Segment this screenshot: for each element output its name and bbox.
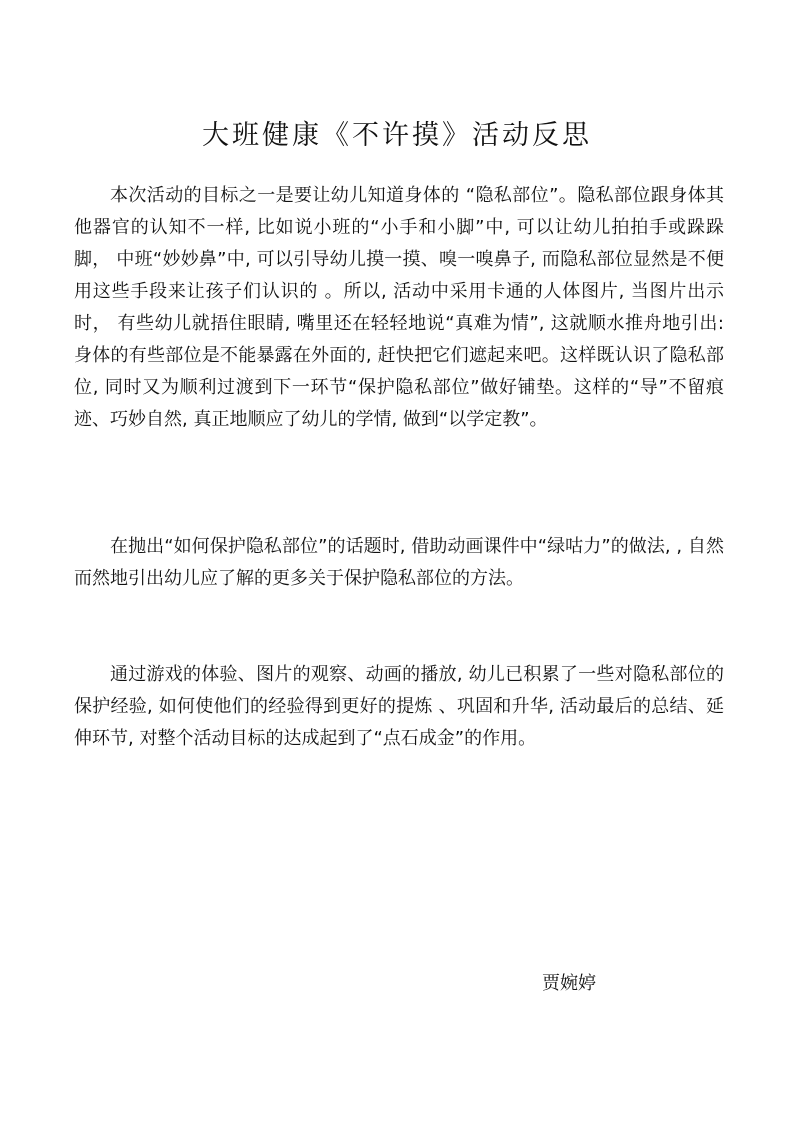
paragraph-2: 在抛出“如何保护隐私部位”的话题时, 借助动画课件中“绿咕力”的做法, , 自然而然地引出幼儿应了解的更多关于保护隐私部位的方法。 xyxy=(74,536,724,589)
author-signature: 贾婉婷 xyxy=(542,973,596,994)
paragraph-1: 本次活动的目标之一是要让幼儿知道身体的 “隐私部位”。隐私部位跟身体其他器官的认知不一样, 比如说小班的“小手和小脚”中, 可以让幼儿拍拍手或跺跺脚， 中班“妙妙鼻”中, 可以引导幼儿摸一摸、嗅一嗅鼻子, 而隐私部位显然是不便用这些手段来让孩子们认识的 。所以, 活动中采用卡通的人体图片, 当图片出示时， 有些幼儿就捂住眼睛, 嘴里还在轻轻地说“真难为情”, 这就顺水推舟地引出: 身体的有些部位是不能暴露在外面的, 赶快把它们遮起来吧。这样既认识了隐私部位, 同时又为顺利过渡到下一环节“保护隐私部位”做好铺垫。这样的“导”不留痕迹、巧妙自然, 真正地顺应了幼儿的学情, 做到“以学定教”。 xyxy=(74,185,724,430)
page-title: 大班健康《不许摸》活动反思 xyxy=(202,120,592,151)
paragraph-3: 通过游戏的体验、图片的观察、动画的播放, 幼儿已积累了一些对隐私部位的保护经验, 如何使他们的经验得到更好的提炼 、巩固和升华, 活动最后的总结、延伸环节, 对整个活动目标的达成起到了“点石成金”的作用。 xyxy=(74,664,724,749)
